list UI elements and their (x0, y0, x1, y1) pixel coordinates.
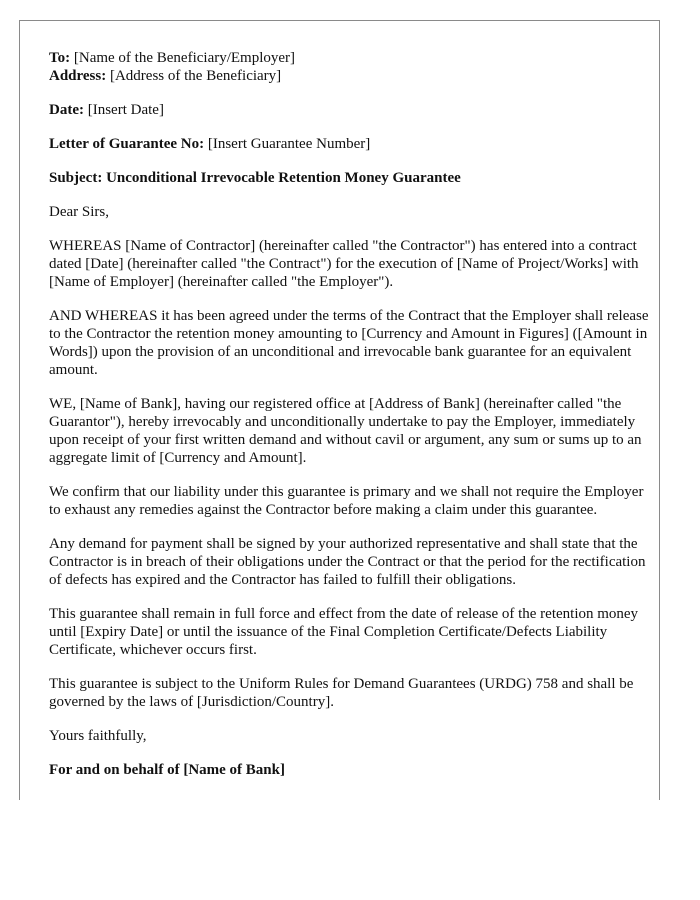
date-label: Date: (49, 102, 84, 118)
letter-page (19, 20, 660, 800)
address-value: [Address of the Beneficiary] (106, 68, 282, 84)
letter-content (49, 49, 649, 795)
address-line (49, 67, 649, 85)
to-value: [Name of the Beneficiary/Employer] (70, 50, 296, 66)
address-label: Address: (49, 68, 107, 84)
guarantee-number-label: Letter of Guarantee No: (49, 136, 205, 152)
paragraph-whereas: WHEREAS [Name of Contractor] (hereinafter called "the Contractor") has entered into a contract dated [Date] (hereinafter called "the Contract") for the execution of [Name of Project/Works] with [Name of Employer] (hereinafter called "the Employer"). (49, 238, 639, 290)
paragraph-and-whereas: AND WHEREAS it has been agreed under the terms of the Contract that the Employer shall release to the Contractor the retention money amounting to [Currency and Amount in Figures] ([Amount in Words]) upon the provision of an unconditional and irrevocable bank guarantee for an equivalent amount. (49, 308, 649, 378)
paragraph-undertaking: WE, [Name of Bank], having our registered office at [Address of Bank] (hereinafter called "the Guarantor"), hereby irrevocably and unconditionally undertake to pay the Employer, immediately upon receipt of your first written demand and without cavil or argument, any sum or sums up to an aggregate limit of [Currency and Amount]. (49, 396, 642, 466)
recipient-block (49, 49, 649, 85)
salutation: Dear Sirs, (49, 204, 109, 220)
date-line (49, 101, 649, 119)
guarantee-number-value: [Insert Guarantee Number] (204, 136, 371, 152)
to-line (49, 49, 649, 67)
paragraph-liability: We confirm that our liability under this guarantee is primary and we shall not require the Employer to exhaust any remedies against the Contractor before making a claim under this guarantee. (49, 484, 644, 518)
subject-line: Subject: Unconditional Irrevocable Retention Money Guarantee (49, 170, 461, 186)
signature-line: For and on behalf of [Name of Bank] (49, 762, 285, 778)
to-label: To: (49, 50, 71, 66)
paragraph-governing-law: This guarantee is subject to the Uniform Rules for Demand Guarantees (URDG) 758 and shall be governed by the laws of [Jurisdiction/Country]. (49, 676, 634, 710)
closing: Yours faithfully, (49, 728, 147, 744)
guarantee-number-line (49, 135, 649, 153)
paragraph-demand: Any demand for payment shall be signed by your authorized representative and shall state that the Contractor is in breach of their obligations under the Contract or that the period for the rectification of defects has expired and the Contractor has failed to fulfill their obligations. (49, 536, 646, 588)
paragraph-validity: This guarantee shall remain in full force and effect from the date of release of the retention money until [Expiry Date] or until the issuance of the Final Completion Certificate/Defects Liability Certificate, whichever occurs first. (49, 606, 639, 658)
date-value: [Insert Date] (83, 102, 164, 118)
